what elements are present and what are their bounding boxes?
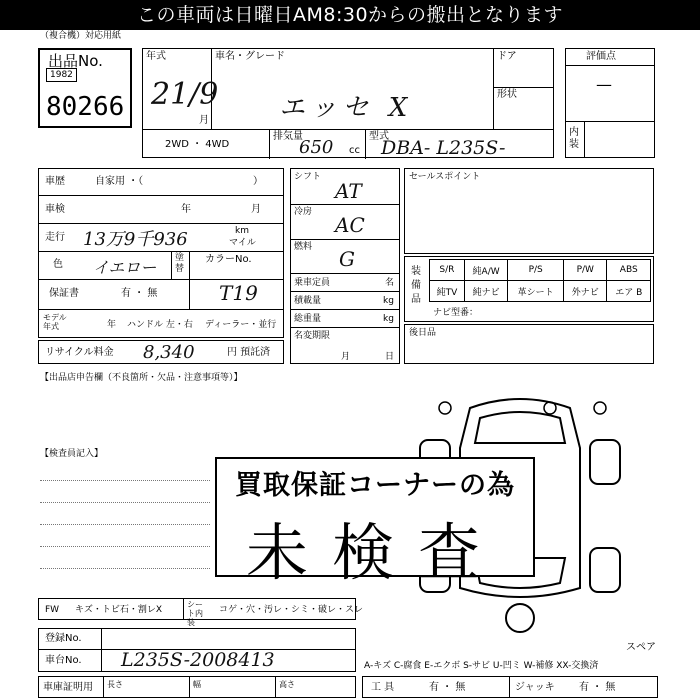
inspector-label: 【検査員記入】 [40, 449, 104, 459]
cert-row [38, 676, 356, 698]
chassis-value: L235S-2008413 [121, 649, 275, 671]
drive-options: 2WD ・ 4WD [165, 139, 230, 150]
equipment-box [404, 256, 654, 322]
warranty-label: 保証書 [49, 288, 79, 299]
eq-row1-2: P/S [508, 260, 564, 281]
displacement-label: 排気量 [273, 131, 303, 142]
cert-label: 車庫証明用 [43, 682, 93, 693]
registration-label: 登録No. [45, 633, 82, 644]
reg-expiry-day: 日 [385, 352, 395, 362]
color-value: イエロー [93, 258, 157, 277]
jack-label: ジャッキ [515, 682, 555, 693]
later-goods-label: 後日品 [409, 328, 437, 338]
stamp-line1: 買取保証コーナーの為 [235, 470, 515, 501]
eq-row2-4: エア B [607, 281, 651, 302]
recycle-value: 8,340 [143, 342, 195, 363]
eq-row1-4: ABS [607, 260, 651, 281]
color-code: T19 [219, 281, 258, 305]
lot-number: 80266 [46, 92, 125, 122]
tools-label: 工 具 [371, 682, 395, 693]
model-year-year: 年 [107, 320, 117, 330]
cert-width: 幅 [193, 680, 201, 689]
model-value: DBA- L235S- [381, 137, 506, 159]
score-box [565, 48, 655, 158]
load-label: 積載量 [294, 296, 322, 306]
spare-label: スペア [626, 642, 656, 653]
jack-options: 有 ・ 無 [579, 682, 616, 693]
door-label: ドア [497, 51, 517, 62]
sales-point-box [404, 168, 654, 254]
history-label: 車歴 [45, 176, 65, 187]
year-label: 年式 [146, 51, 166, 62]
car-label: 車名・グレード [215, 51, 285, 62]
displacement-unit: cc [349, 145, 360, 156]
tools-jack-row [362, 676, 658, 698]
shift-label: シフト [294, 172, 322, 182]
tools-options: 有 ・ 無 [429, 682, 466, 693]
model-year-dealer: ディーラー・並行 [205, 320, 277, 330]
score-value: — [596, 75, 612, 94]
capacity-label: 乗車定員 [294, 278, 331, 288]
weight-label: 総重量 [294, 314, 322, 324]
lot-box [38, 48, 132, 128]
model-label: 型式 [369, 131, 389, 142]
vehicle-detail-box [38, 168, 284, 338]
color-code-label: カラーNo. [205, 254, 252, 265]
mileage-value: 13万9千936 [83, 229, 188, 250]
damage-legend: A-キズ C-腐食 E-エクボ S-サビ U-凹ミ W-補修 XX-交換済 [364, 661, 599, 671]
banner: この車両は日曜日AM8:30からの搬出となります [0, 0, 700, 30]
ac-label: 冷房 [294, 207, 313, 217]
mileage-label: 走行 [45, 232, 65, 243]
stamp-line2: 未検査 [245, 516, 504, 589]
fw-row [38, 598, 364, 627]
fuel-label: 燃料 [294, 242, 313, 252]
eq-row1-1: 純A/W [464, 260, 508, 281]
reg-expiry-month: 月 [341, 352, 351, 362]
history-close: ） [253, 176, 263, 187]
lot-sub: 1982 [46, 68, 77, 82]
ac-value: AC [335, 213, 365, 237]
top-info-box [142, 48, 554, 158]
year-month: 月 [199, 115, 209, 126]
model-year-label: モデル年式 [43, 313, 67, 331]
recycle-label: リサイクル料金 [45, 347, 114, 358]
mileage-unit-km: km [235, 226, 249, 236]
eq-row1-0: S/R [430, 260, 465, 281]
warranty-options: 有 ・ 無 [121, 288, 158, 299]
recycle-unit: 円 預託済 [227, 347, 271, 358]
fw-label: FW [45, 605, 60, 615]
inspection-month: 月 [251, 204, 261, 215]
cert-height: 高さ [279, 680, 295, 689]
equipment-label: 装備品 [411, 266, 421, 305]
eq-row1-3: P/W [564, 260, 607, 281]
inspection-label: 車検 [45, 204, 65, 215]
inspection-year: 年 [181, 204, 191, 215]
fw-text: キズ・トビ石・割レX [75, 605, 162, 615]
capacity-unit: 名 [385, 278, 395, 288]
shift-value: AT [335, 179, 362, 203]
seat-label: シート内装 [187, 600, 203, 627]
eq-row2-3: 外ナビ [564, 281, 607, 302]
model-year-handle: ハンドル 左・右 [127, 320, 193, 330]
weight-unit: kg [383, 314, 394, 324]
chassis-label: 車台No. [45, 655, 82, 666]
color-repaint: 塗替 [175, 253, 185, 274]
lot-label: 出品No. [48, 52, 103, 70]
interior-label: 内装 [569, 127, 579, 150]
shape-label: 形状 [497, 89, 517, 100]
eq-row2-1: 純ナビ [464, 281, 508, 302]
eq-row2-0: 純TV [430, 281, 465, 302]
recycle-box [38, 340, 284, 364]
score-label: 評価点 [586, 51, 616, 62]
later-goods-box [404, 324, 654, 364]
spec-box [290, 168, 400, 364]
not-inspected-stamp [215, 457, 535, 589]
load-unit: kg [383, 296, 394, 306]
history-value: 自家用 ・（ [95, 176, 144, 187]
displacement-value: 650 [299, 137, 334, 158]
fuel-value: G [339, 247, 355, 271]
cert-length: 長さ [107, 680, 123, 689]
mileage-unit-mile: マイル [229, 238, 256, 248]
seat-text: コゲ・穴・汚レ・シミ・破レ・スレ [219, 605, 364, 615]
sales-point-label: セールスポイント [409, 172, 481, 182]
registration-box [38, 628, 356, 672]
notes-label: 【出品店申告欄（不良箇所・欠品・注意事項等）】 [40, 373, 243, 383]
eq-row2-2: 革シート [508, 281, 564, 302]
doc-header: （複合機）対応用紙 [40, 31, 122, 41]
navi-model: ナビ型番： [433, 308, 479, 318]
year-value: 21/9 [151, 77, 219, 112]
car-value: エッセ X [279, 93, 414, 123]
color-label: 色 [53, 259, 63, 270]
reg-expiry-label: 名変期限 [294, 331, 331, 341]
